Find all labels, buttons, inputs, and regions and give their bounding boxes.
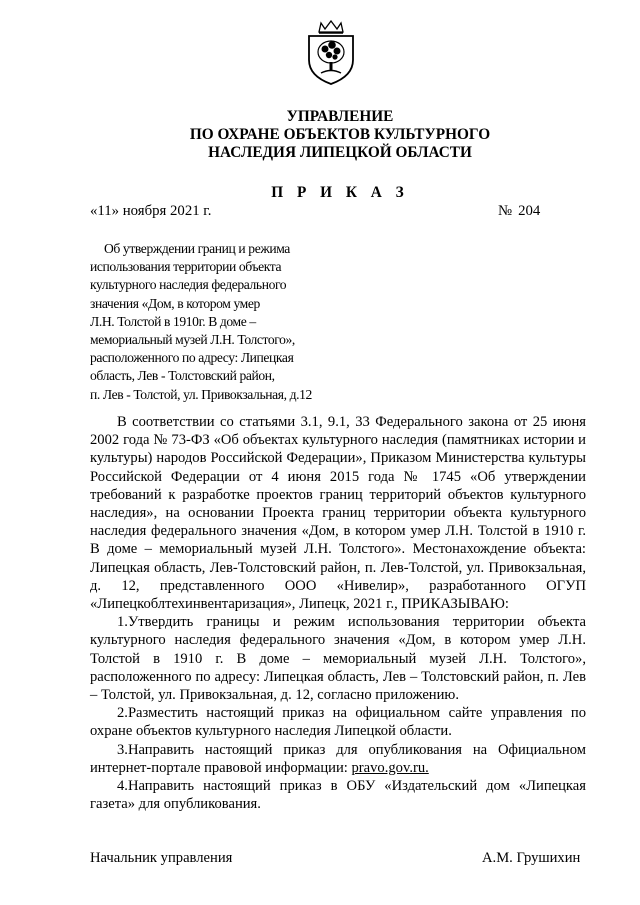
signatory-name: А.М. Грушихин: [482, 850, 581, 866]
subject-line: Об утверждении границ и режима: [104, 241, 290, 256]
subject-line: п. Лев - Толстой, ул. Привокзальная, д.12: [90, 386, 312, 402]
coat-of-arms-emblem: [302, 20, 360, 86]
document-subject: [90, 240, 390, 404]
signatory-title: Начальник управления: [90, 850, 233, 866]
document-number: [498, 203, 540, 220]
organization-header: [130, 108, 550, 162]
pravo-gov-link[interactable]: pravo.gov.ru.: [351, 759, 429, 776]
order-item-3: [90, 741, 586, 777]
subject-line: расположенного по адресу: Липецкая: [90, 350, 294, 366]
org-line-3: НАСЛЕДИЯ ЛИПЕЦКОЙ ОБЛАСТИ: [208, 144, 472, 161]
subject-line: значения «Дом, в котором умер: [90, 295, 260, 311]
order-item-3-text: 3.Направить настоящий приказ для опубликования на Официальном интернет-портале правовой информации:: [90, 741, 586, 776]
document-type-title: П Р И К А З: [271, 184, 409, 201]
order-item-2: 2.Разместить настоящий приказ на официальном сайте управления по охране объектов культурного наследия Липецкой области.: [90, 705, 586, 740]
org-line-2: ПО ОХРАНЕ ОБЪЕКТОВ КУЛЬТУРНОГО: [189, 126, 491, 143]
subject-line: Л.Н. Толстой в 1910г. В доме –: [90, 313, 256, 329]
subject-line: область, Лев - Толстовский район,: [90, 368, 275, 384]
order-item-1: 1.Утвердить границы и режим использования территории объекта культурного наследия федерального значения «Дом, в котором умер Л.Н. Толстой в 1910 г. В доме – мемориальный музей Л.Н. Толстого», расположенного по адресу: Липецкая область, Лев – Толстовский район, п. Лев – Толстой, ул. Привокзальная, д. 12, согласно приложению.: [90, 614, 586, 704]
order-item-4: 4.Направить настоящий приказ в ОБУ «Издательский дом «Липецкая газета» для опубликования.: [90, 778, 586, 813]
number-value: 204: [518, 203, 541, 219]
preamble-paragraph: В соответствии со статьями 3.1, 9.1, 33 Федерального закона от 25 июня 2002 года № 73-ФЗ «Об объектах культурного наследия (памятниках истории и культуры) народов Российской Федерации», Приказом Министерства культуры Российской Федерации от 4 июня 2015 года № 1745 «Об утверждении требований к разработке проектов границ территорий объектов культурного наследия», на основании Проекта границ территории объекта культурного наследия федерального значения «Дом, в котором умер Л.Н. Толстой в 1910 г. В доме – мемориальный музей Л.Н. Толстого». Местонахождение объекта: Липецкая область, Лев-Толстовский район, п. Лев-Толстой, ул. Привокзальная, д. 12, представленного ООО «Нивелир», разработанного ОГУП «Липецкоблтехинвентаризация», Липецк, 2021 г., ПРИКАЗЫВАЮ:: [90, 414, 586, 613]
number-sign: №: [498, 203, 513, 219]
subject-line: мемориальный музей Л.Н. Толстого»,: [90, 332, 295, 348]
subject-line: культурного наследия федерального: [90, 277, 287, 293]
document-date: «11» ноября 2021 г.: [90, 203, 212, 219]
document-body: [90, 413, 586, 813]
subject-line: использования территории объекта: [90, 259, 282, 275]
org-line-1: УПРАВЛЕНИЕ: [286, 108, 394, 125]
